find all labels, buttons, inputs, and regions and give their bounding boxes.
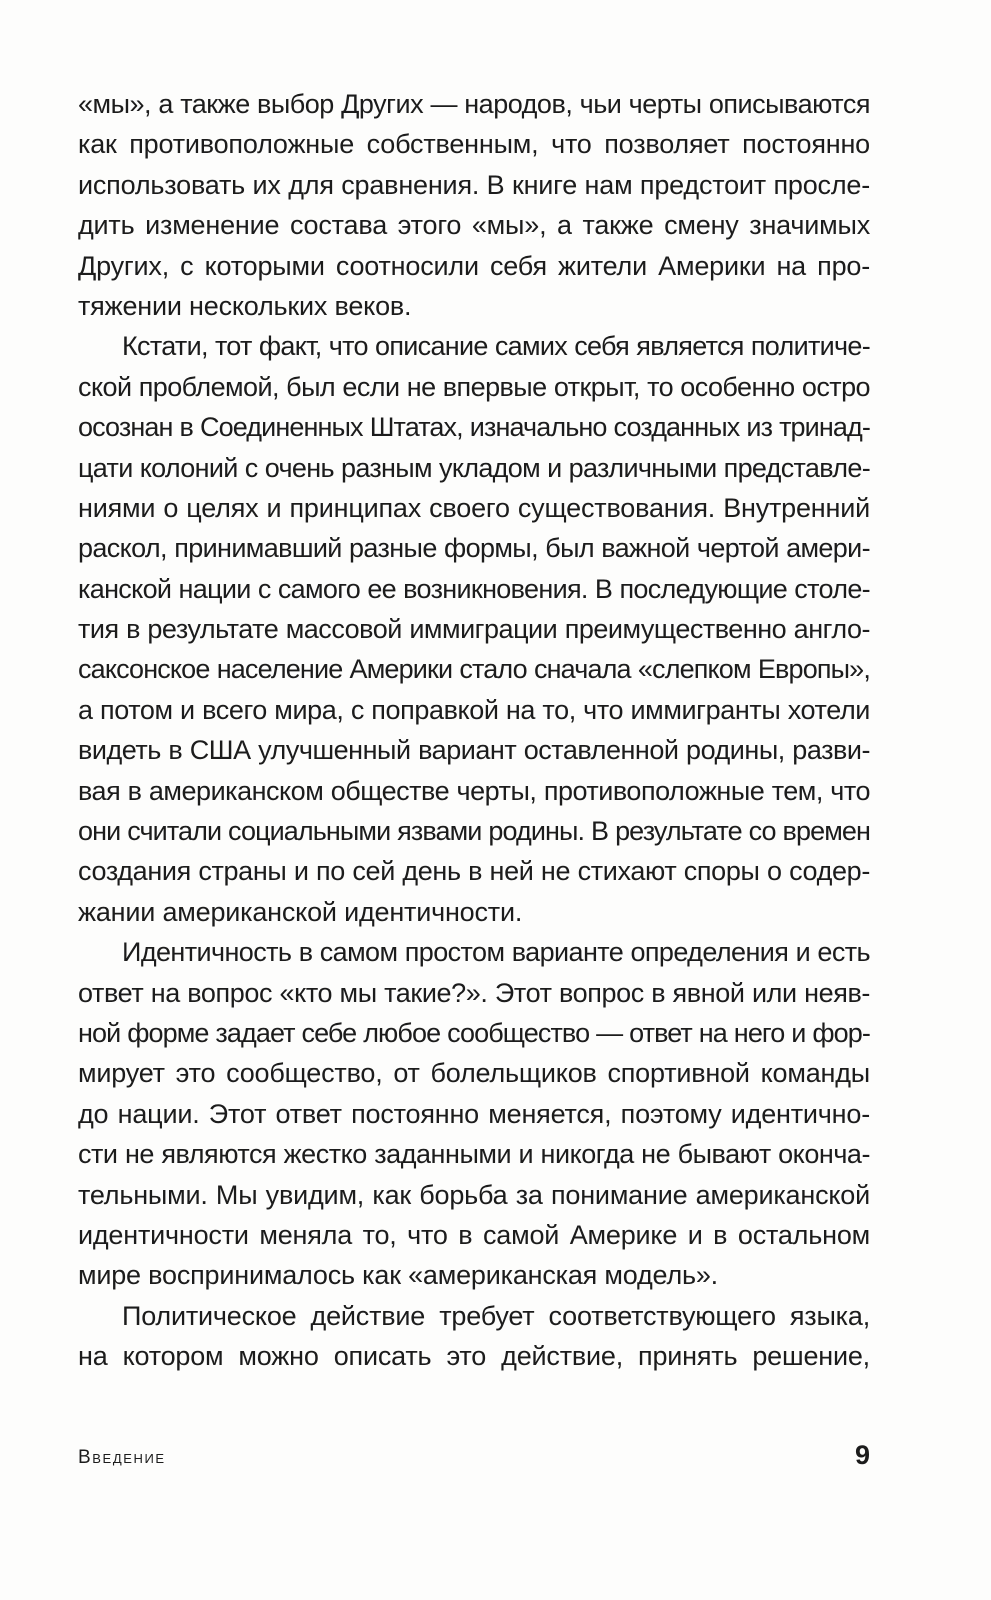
- running-footer-section: Введение: [78, 1447, 166, 1468]
- text-line: «мы», а также выбор Других — народов, чьи черты описываются: [78, 89, 870, 119]
- text-line: а потом и всего мира, с поправкой на то, что иммигранты хотели: [78, 694, 870, 725]
- text-line: цати колоний с очень разным укладом и различными представле-: [78, 452, 870, 483]
- text-line: Идентичность в самом простом варианте определения и есть: [122, 937, 870, 968]
- text-line: саксонское население Америки стало сначала «слепком Европы»,: [78, 654, 870, 685]
- text-line: дить изменение состава этого «мы», а также смену значимых: [78, 210, 870, 241]
- text-line: Политическое действие требует соответствующего языка,: [122, 1300, 870, 1331]
- text-line: использовать их для сравнения. В книге нам предстоит просле-: [78, 169, 870, 200]
- text-line: мирует это сообщество, от болельщиков спортивной команды: [78, 1058, 870, 1089]
- paragraph: [78, 932, 870, 1296]
- text-line: ниями о целях и принципах своего существования. Внутренний: [78, 492, 870, 523]
- text-line: ной форме задает себе любое сообщество — ответ на него и фор-: [78, 1017, 870, 1048]
- text-line: раскол, принимавший разные формы, был важной чертой амери-: [78, 533, 870, 564]
- text-line: вая в американском обществе черты, противоположные тем, что: [78, 775, 870, 806]
- text-line: осознан в Соединенных Штатах, изначально созданных из тринад-: [78, 412, 870, 443]
- text-line: ответ на вопрос «кто мы такие?». Этот вопрос в явной или неяв-: [78, 977, 870, 1008]
- paragraph: [78, 326, 870, 932]
- text-line: Других, с которыми соотносили себя жители Америки на про-: [78, 250, 870, 281]
- page-number: 9: [854, 1440, 870, 1470]
- body-text: [78, 84, 870, 1377]
- text-line: ской проблемой, был если не впервые открыт, то особенно остро: [78, 371, 870, 402]
- text-line: до нации. Этот ответ постоянно меняется, поэтому идентично-: [78, 1098, 870, 1129]
- text-line: жании американской идентичности.: [78, 896, 523, 927]
- paragraph: [78, 84, 870, 326]
- text-line: Кстати, тот факт, что описание самих себя является политиче-: [122, 331, 870, 362]
- paragraph: [78, 1296, 870, 1377]
- text-line: идентичности меняла то, что в самой Америке и в остальном: [78, 1219, 870, 1250]
- text-line: как противоположные собственным, что позволяет постоянно: [78, 129, 870, 160]
- text-line: сти не являются жестко заданными и никогда не бывают оконча-: [78, 1139, 870, 1170]
- text-line: канской нации с самого ее возникновения. В последующие столе-: [78, 573, 870, 604]
- text-line: тия в результате массовой иммиграции преимущественно англо-: [78, 614, 870, 645]
- text-line: они считали социальными язвами родины. В результате со времен: [78, 816, 870, 847]
- text-line: видеть в США улучшенный вариант оставленной родины, разви-: [78, 735, 870, 766]
- text-line: тяжении нескольких веков.: [78, 290, 412, 321]
- text-line: создания страны и по сей день в ней не стихают споры о содер-: [78, 856, 870, 887]
- text-line: мире воспринималось как «американская модель».: [78, 1260, 718, 1291]
- text-line: на котором можно описать это действие, принять решение,: [78, 1341, 870, 1372]
- text-line: тельными. Мы увидим, как борьба за понимание американской: [78, 1179, 870, 1210]
